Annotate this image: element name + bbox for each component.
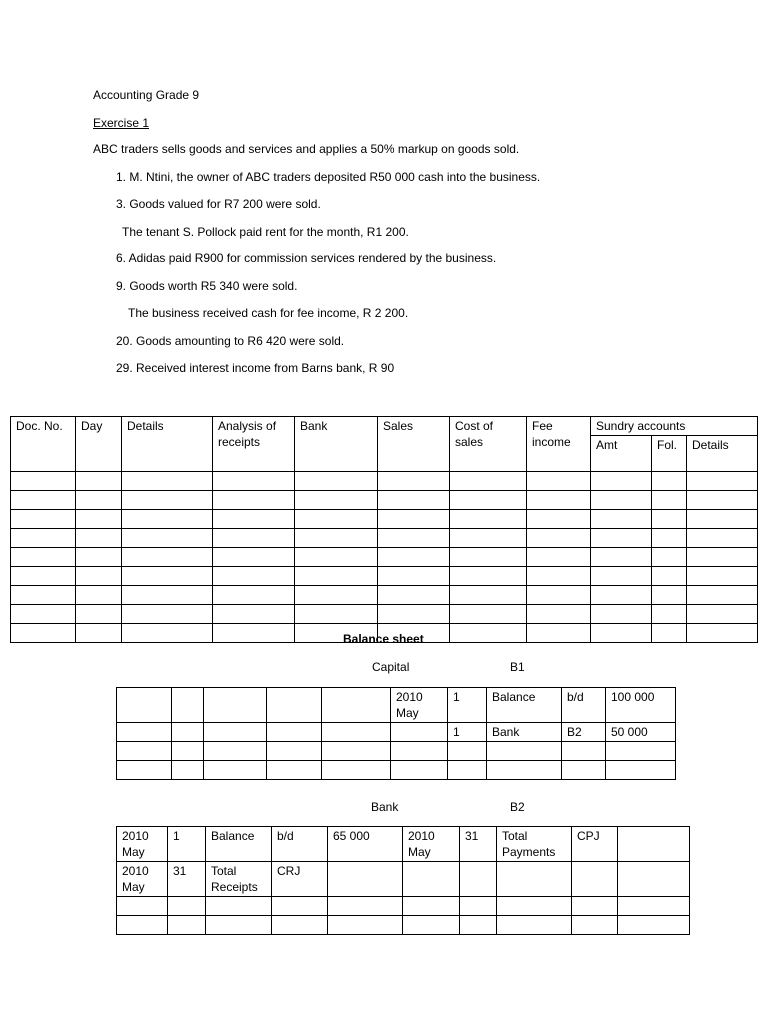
table-row xyxy=(11,510,758,529)
capital-details: Bank xyxy=(487,723,562,742)
transaction-item: 6. Adidas paid R900 for commission services rendered by the business. xyxy=(116,251,497,265)
bank-fol: b/d xyxy=(272,827,328,862)
exercise-title: Exercise 1 xyxy=(93,116,150,130)
table-row xyxy=(117,862,690,897)
table-row xyxy=(117,688,676,723)
table-row xyxy=(117,742,676,761)
header-sundry-fol: Fol. xyxy=(652,436,687,472)
bank-details: Balance xyxy=(206,827,272,862)
header-analysis-of-receipts: Analysis of receipts xyxy=(213,417,295,472)
bank-ledger xyxy=(116,826,690,935)
table-row xyxy=(117,897,690,916)
transaction-item: 20. Goods amounting to R6 420 were sold. xyxy=(116,334,345,348)
intro-text: ABC traders sells goods and services and applies a 50% markup on goods sold. xyxy=(93,142,520,156)
table-row xyxy=(11,491,758,510)
bank-date: 2010 May xyxy=(117,862,168,897)
bank-details: Total Receipts xyxy=(206,862,272,897)
capital-fol: B2 xyxy=(562,723,606,742)
capital-date: 2010 May xyxy=(391,688,448,723)
transaction-item: 1. M. Ntini, the owner of ABC traders deposited R50 000 cash into the business. xyxy=(116,170,541,184)
capital-details: Balance xyxy=(487,688,562,723)
transaction-item: The tenant S. Pollock paid rent for the month, R1 200. xyxy=(122,225,409,239)
table-row xyxy=(117,723,676,742)
bank-fol: CPJ xyxy=(572,827,618,862)
table-row xyxy=(117,827,690,862)
transaction-item: 9. Goods worth R5 340 were sold. xyxy=(116,279,298,293)
transaction-item: 3. Goods valued for R7 200 were sold. xyxy=(116,197,321,211)
capital-account-name: Capital xyxy=(372,660,410,674)
header-sundry-accounts: Sundry accounts xyxy=(591,417,758,436)
bank-account-name: Bank xyxy=(371,800,399,814)
header-sundry-amt: Amt xyxy=(591,436,652,472)
bank-amount: 65 000 xyxy=(328,827,403,862)
page-heading: Accounting Grade 9 xyxy=(93,88,200,102)
capital-day: 1 xyxy=(448,723,487,742)
capital-amount: 100 000 xyxy=(606,688,676,723)
bank-details: Total Payments xyxy=(497,827,572,862)
transaction-item: 29. Received interest income from Barns bank, R 90 xyxy=(116,361,395,375)
table-row xyxy=(11,605,758,624)
header-details: Details xyxy=(122,417,213,472)
balance-sheet-title: Balance sheet xyxy=(343,632,424,646)
bank-day: 31 xyxy=(168,862,206,897)
bank-fol: CRJ xyxy=(272,862,328,897)
table-row xyxy=(11,586,758,605)
bank-date: 2010 May xyxy=(403,827,460,862)
capital-amount: 50 000 xyxy=(606,723,676,742)
capital-fol: b/d xyxy=(562,688,606,723)
table-row xyxy=(11,548,758,567)
capital-ledger xyxy=(116,687,676,780)
table-row xyxy=(117,916,690,935)
header-doc-no: Doc. No. xyxy=(11,417,76,472)
table-row xyxy=(11,472,758,491)
table-row xyxy=(117,761,676,780)
table-row xyxy=(11,567,758,586)
header-day: Day xyxy=(76,417,122,472)
bank-day: 31 xyxy=(460,827,497,862)
capital-day: 1 xyxy=(448,688,487,723)
table-row xyxy=(11,529,758,548)
header-fee-income: Fee income xyxy=(527,417,591,472)
bank-day: 1 xyxy=(168,827,206,862)
bank-date: 2010 May xyxy=(117,827,168,862)
capital-account-folio: B1 xyxy=(510,660,525,674)
header-cost-of-sales: Cost of sales xyxy=(450,417,527,472)
header-sales: Sales xyxy=(378,417,450,472)
bank-account-folio: B2 xyxy=(510,800,525,814)
header-bank: Bank xyxy=(295,417,378,472)
header-sundry-details: Details xyxy=(687,436,758,472)
transaction-item: The business received cash for fee income, R 2 200. xyxy=(128,306,409,320)
cash-receipts-journal xyxy=(10,416,758,643)
